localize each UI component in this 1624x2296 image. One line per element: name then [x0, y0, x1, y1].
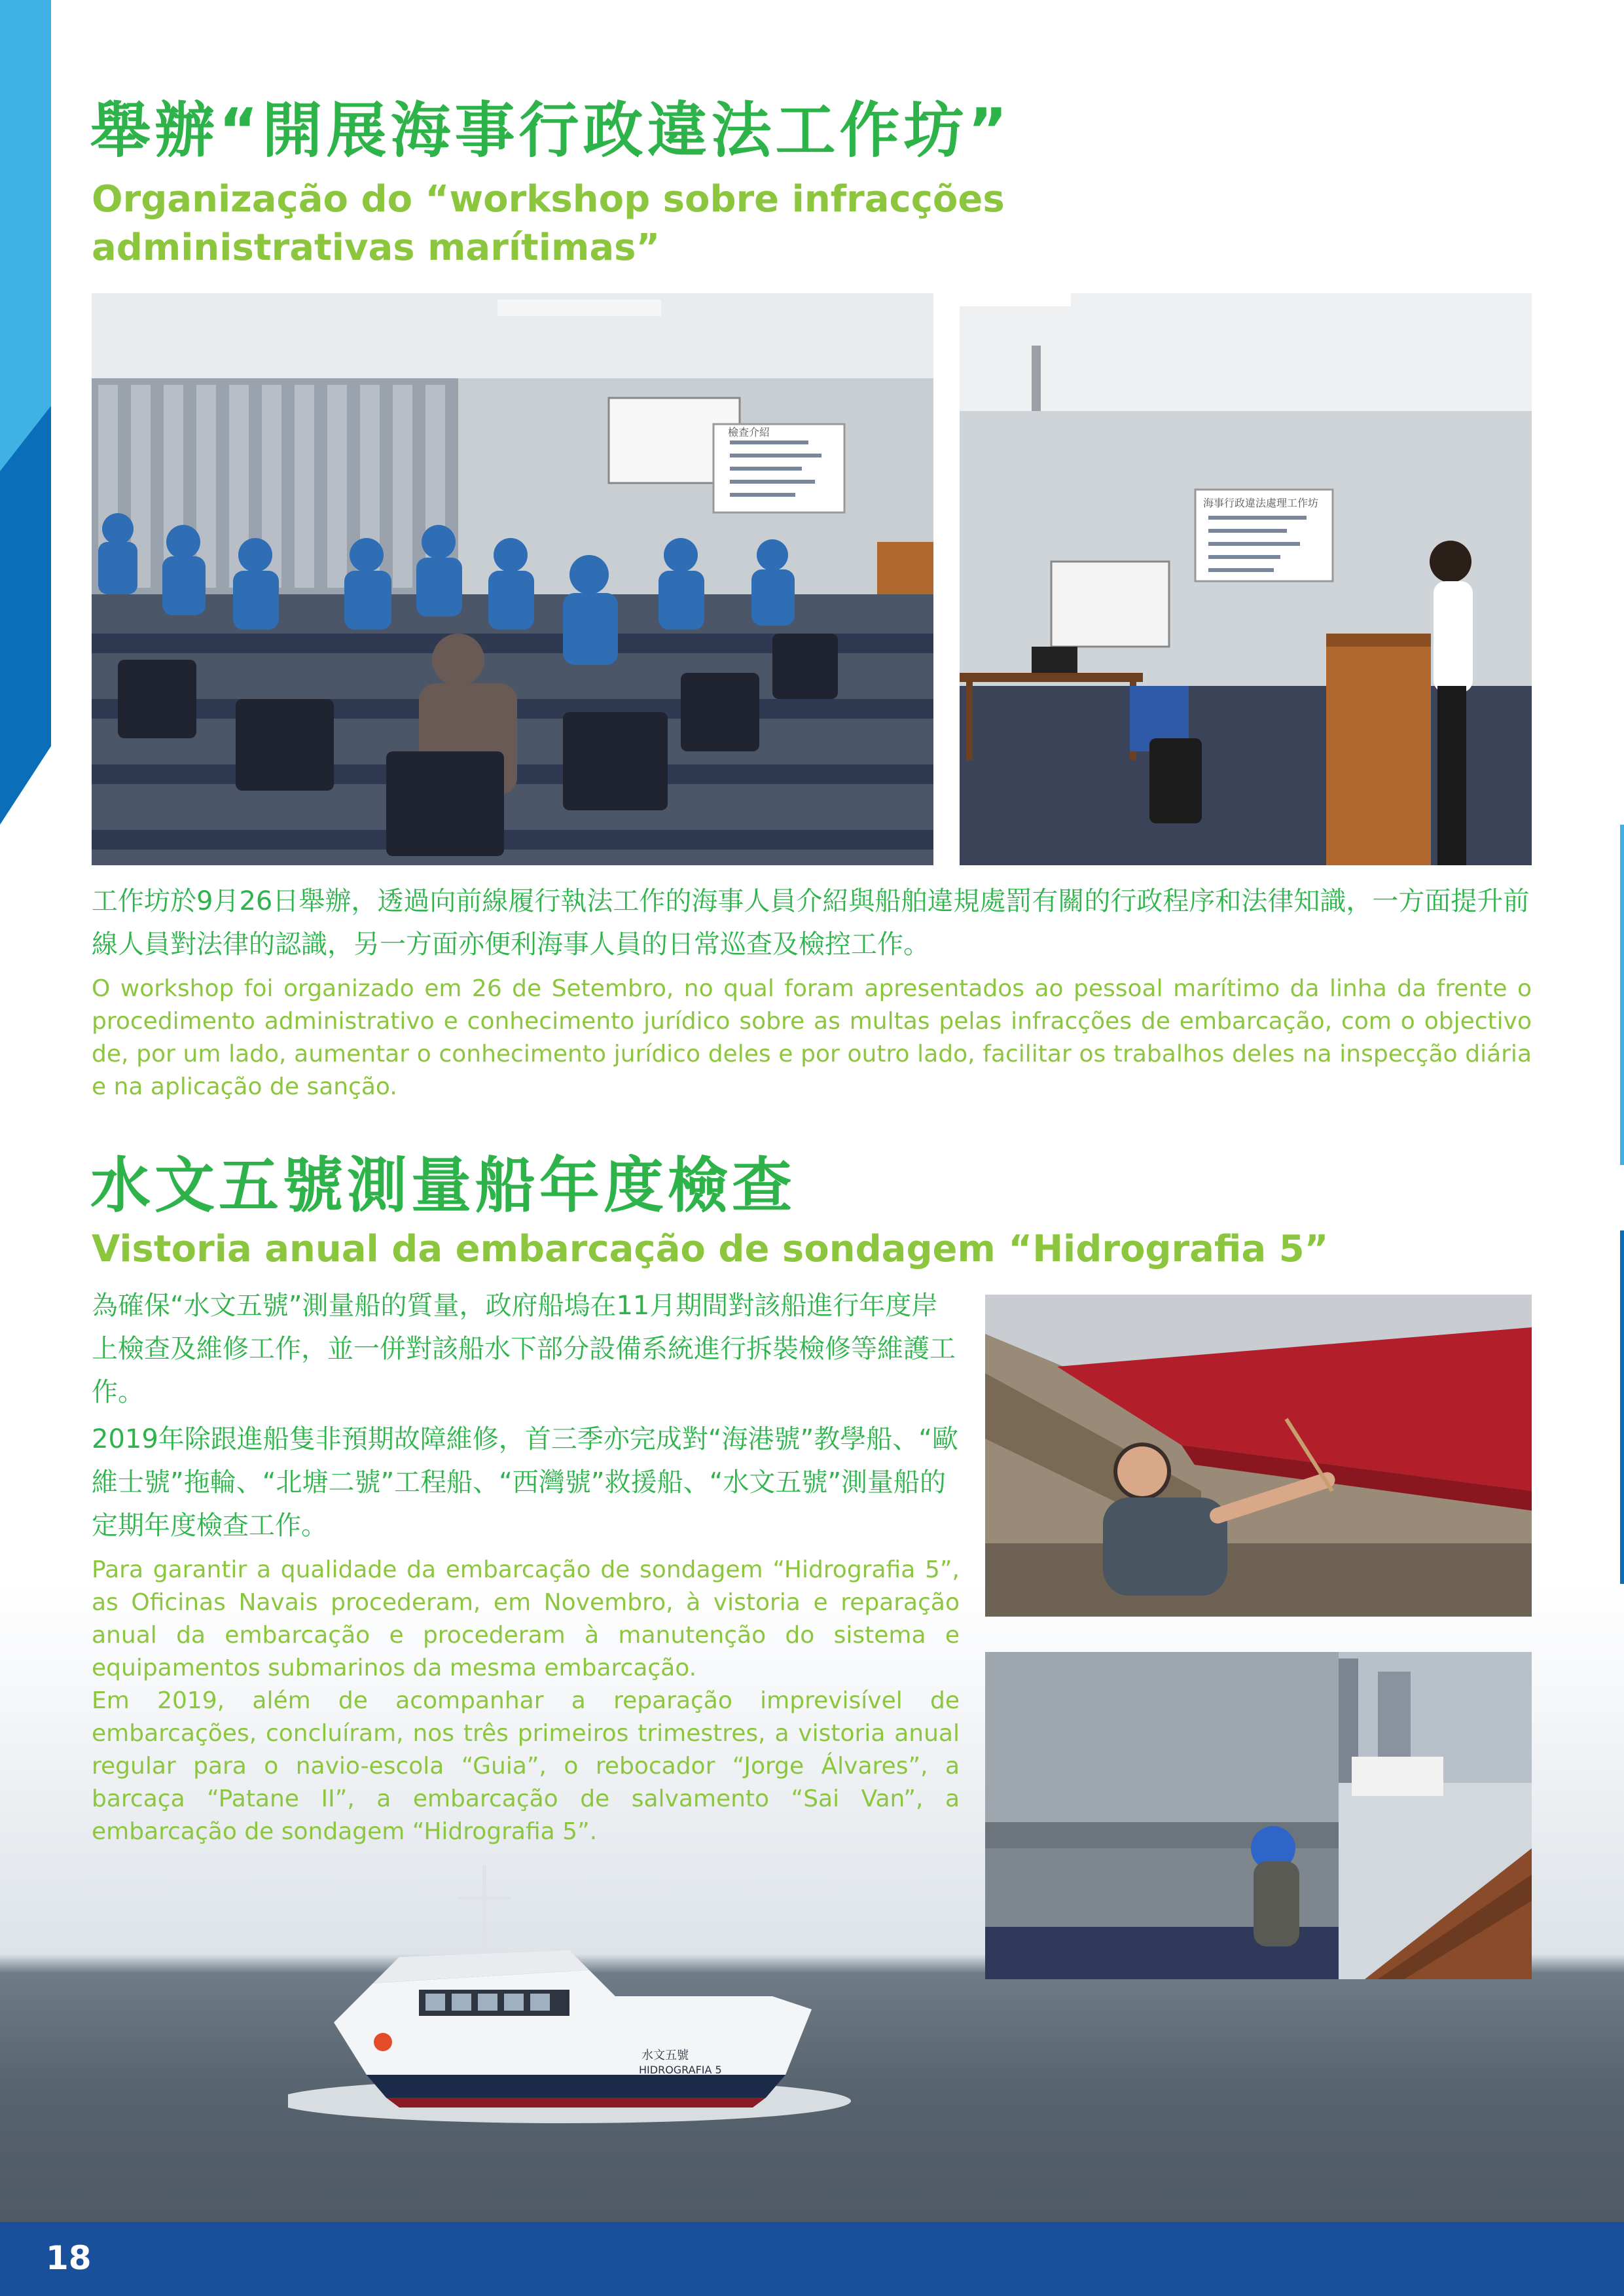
- section2-title-pt: Vistoria anual da embarcação de sondagem “Hidrografia 5”: [92, 1228, 1329, 1270]
- boat-name-zh: 水文五號: [641, 2049, 689, 2062]
- presenter-photo: [960, 293, 1532, 865]
- ship-side-painting-photo: [985, 1652, 1532, 1979]
- section2-body-zh-2: 2019年除跟進船隻非預期故障維修，首三季亦完成對“海港號”教學船、“歐維士號”拖輪、“北塘二號”工程船、“西灣號”救援船、“水文五號”測量船的定期年度檢查工作。: [92, 1424, 958, 1541]
- section1-title-pt: Organização do “workshop sobre infracções administrativas marítimas”: [92, 178, 1005, 269]
- section1-body-zh: 工作坊於9月26日舉辦，透過向前線履行執法工作的海事人員介紹與船舶違規處罰有關的行政程序和法律知識，一方面提升前線人員對法律的認識，另一方面亦便利海事人員的日常巡查及檢控工作。: [92, 886, 1530, 960]
- slide-text-right: 海事行政違法處理工作坊: [1203, 497, 1319, 509]
- page-number: 18: [46, 2239, 92, 2277]
- section2-body-zh-1: 為確保“水文五號”測量船的質量，政府船塢在11月期間對該船進行年度岸上檢查及維修工作，並一併對該船水下部分設備系統進行拆裝檢修等維護工作。: [92, 1291, 956, 1407]
- survey-boat-image: [288, 1859, 877, 2134]
- footer-bar: [0, 2222, 1624, 2296]
- section2-body-pt-1: Para garantir a qualidade da embarcação de sondagem “Hidrografia 5”, as Oficinas Navais procederam, em Novembro, à vistoria e reparação anual da embarcação e procederam à manutenção do sistema e equipamentos submarinos da mesma embarcação.: [92, 1556, 960, 1681]
- hull-painting-photo: [985, 1295, 1532, 1617]
- section2-text-column: [92, 1284, 960, 1848]
- classroom-photo: [92, 293, 933, 865]
- section2-body-pt-2: Em 2019, além de acompanhar a reparação imprevisível de embarcações, concluíram, nos três primeiros trimestres, a vistoria anual regular para o navio-escola “Guia”, o rebocador “Jorge Álvares”, a barcaça “Patane II”, a embarcação de salvamento “Sai Van”, a embarcação de sondagem “Hidrografia 5”.: [92, 1687, 960, 1845]
- section2-title-zh: 水文五號測量船年度檢查: [90, 1151, 797, 1221]
- slide-text-left: 檢查介紹: [728, 426, 770, 439]
- right-edge-accent: [1620, 825, 1624, 1165]
- boat-name-pt: HIDROGRAFIA 5: [639, 2064, 722, 2076]
- section1-title-zh: 舉辦“開展海事行政違法工作坊”: [90, 96, 1011, 166]
- section1-body-pt: O workshop foi organizado em 26 de Setembro, no qual foram apresentados ao pessoal marítimo da linha da frente o procedimento administrativo e conhecimento jurídico sobre as multas pelas infracções de embarcação, com o objectivo de, por um lado, aumentar o conhecimento jurídico deles e por outro lado, facilitar os trabalhos deles na inspecção diária e na aplicação de sanção.: [92, 975, 1532, 1100]
